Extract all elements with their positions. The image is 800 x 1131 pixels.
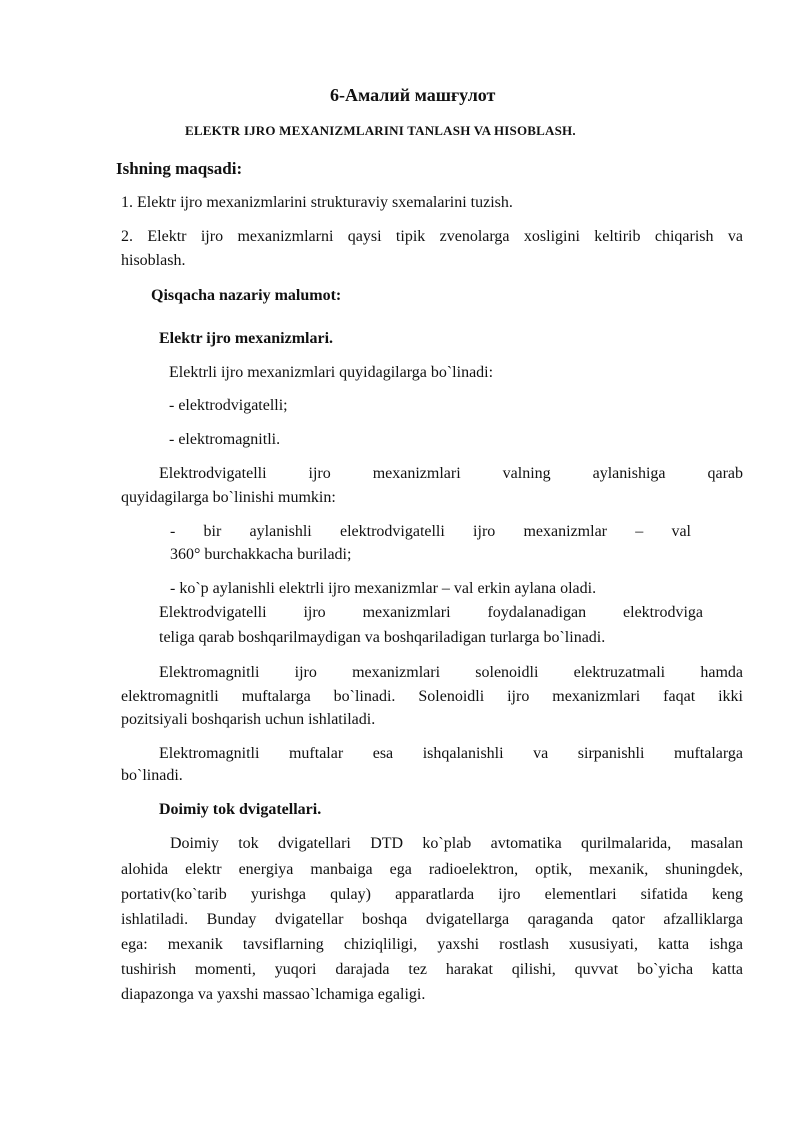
- paragraph-2-line-2: teliga qarab boshqarilmaydigan va boshqariladigan turlarga bo`linadi.: [159, 629, 606, 646]
- section1-list-item: - elektrodvigatelli;: [169, 397, 288, 414]
- paragraph-1-list-item-1-line-1: - bir aylanishli elektrodvigatelli ijro mexanizmlar – val: [170, 523, 691, 540]
- paragraph-4-line-2: bo`linadi.: [121, 767, 183, 784]
- section1-list-item: - elektromagnitli.: [169, 431, 281, 448]
- paragraph-3-line-2: elektromagnitli muftalarga bo`linadi. Solenoidli ijro mexanizmlari faqat ikki: [121, 688, 743, 705]
- goal-item-2-line-2: hisoblash.: [121, 252, 186, 269]
- goal-item-2-line-1: 2. Elektr ijro mexanizmlarni qaysi tipik zvenolarga xosligini keltirib chiqarish va: [121, 228, 743, 245]
- page-title: 6-Амалий машғулот: [330, 85, 496, 105]
- section-heading-dc-motors: Doimiy tok dvigatellari.: [159, 801, 322, 818]
- goal-item-1: 1. Elektr ijro mexanizmlarini strukturaviy sxemalarini tuzish.: [121, 194, 513, 211]
- section1-intro: Elektrli ijro mexanizmlari quyidagilarga bo`linadi:: [169, 364, 494, 381]
- paragraph-3-line-3: pozitsiyali boshqarish uchun ishlatiladi.: [121, 711, 376, 728]
- paragraph-1-list-item-2: - ko`p aylanishli elektrli ijro mexanizmlar – val erkin aylana oladi.: [170, 580, 597, 597]
- paragraph-1-line-2: quyidagilarga bo`linishi mumkin:: [121, 489, 336, 506]
- paragraph-5-line-5: ega: mexanik tavsiflarning chiziqliligi, yaxshi rostlash xususiyati, katta ishga: [121, 936, 743, 953]
- paragraph-3-line-1: Elektromagnitli ijro mexanizmlari solenoidli elektruzatmali hamda: [159, 664, 743, 681]
- paragraph-2-line-1: Elektrodvigatelli ijro mexanizmlari foydalanadigan elektrodviga: [159, 604, 703, 621]
- paragraph-4-line-1: Elektromagnitli muftalar esa ishqalanishli va sirpanishli muftalarga: [159, 745, 743, 762]
- paragraph-5-line-2: alohida elektr energiya manbaiga ega radioelektron, optik, mexanik, shuningdek,: [121, 861, 743, 878]
- paragraph-5-line-1: Doimiy tok dvigatellari DTD ko`plab avtomatika qurilmalarida, masalan: [170, 835, 743, 852]
- paragraph-1-list-item-1-line-2: 360° burchakkacha buriladi;: [170, 546, 352, 563]
- paragraph-1-line-1: Elektrodvigatelli ijro mexanizmlari valning aylanishiga qarab: [159, 465, 743, 482]
- paragraph-5-line-3: portativ(ko`tarib yurishga qulay) apparatlarda ijro elementlari sifatida keng: [121, 886, 743, 903]
- section-heading-actuators: Elektr ijro mexanizmlari.: [159, 330, 334, 347]
- paragraph-5-line-7: diapazonga va yaxshi massao`lchamiga egaligi.: [121, 986, 426, 1003]
- paragraph-5-line-4: ishlatiladi. Bunday dvigatellar boshqa dvigatellarga qaraganda qator afzalliklarga: [121, 911, 743, 928]
- goal-heading: Ishning maqsadi:: [116, 159, 243, 178]
- page-subtitle: ELEKTR IJRO MEXANIZMLARINI TANLASH VA HISOBLASH.: [185, 123, 576, 138]
- paragraph-5-line-6: tushirish momenti, yuqori darajada tez harakat qilishi, quvvat bo`yicha katta: [121, 961, 743, 978]
- theory-heading: Qisqacha nazariy malumot:: [151, 287, 342, 304]
